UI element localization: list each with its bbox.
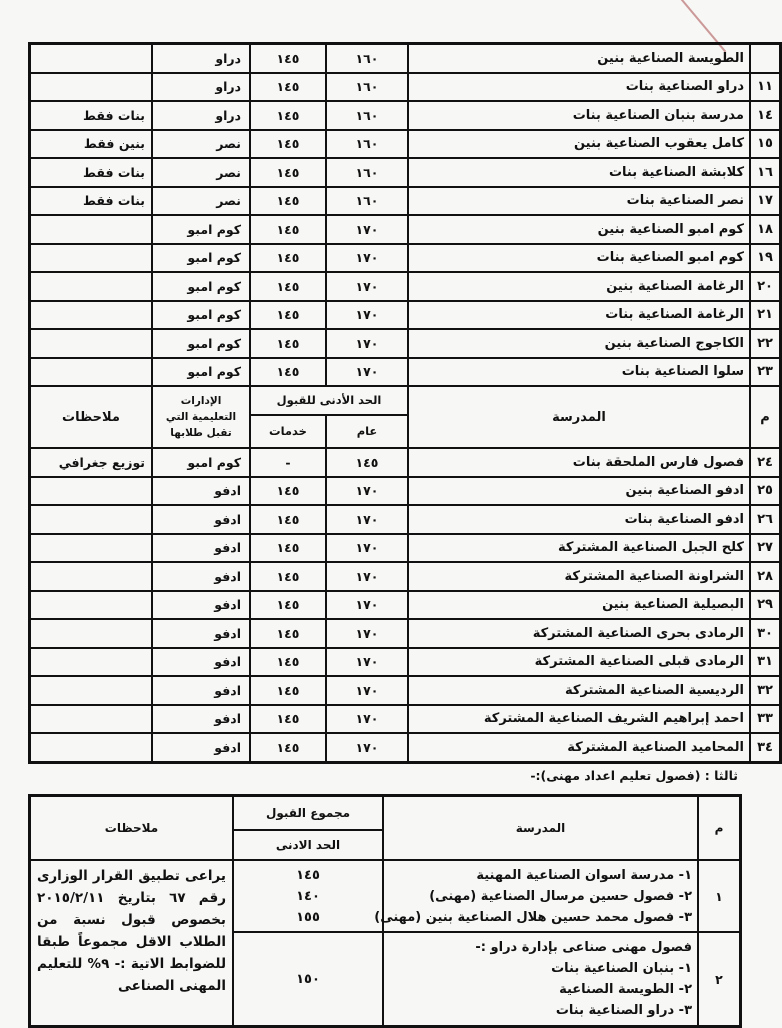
school-name: كوم امبو الصناعية بنين <box>408 215 750 244</box>
section-title: ثالثا : (فصول تعليم اعداد مهنى):- <box>530 768 738 783</box>
table-row <box>30 534 780 563</box>
row-num: ٢٧ <box>750 534 780 563</box>
admin-name: نصر <box>152 158 250 187</box>
admin-name: ادفو <box>152 562 250 591</box>
row-num: ١٥ <box>750 130 780 159</box>
list-item: ٣- فصول محمد حسين هلال الصناعية بنين (مهنى) <box>374 909 692 925</box>
row-notes <box>30 215 152 244</box>
row-notes <box>30 648 152 677</box>
school-name: ادفو الصناعية بنين <box>408 477 750 506</box>
school-name: الشراونة الصناعية المشتركة <box>408 562 750 591</box>
general-min: ١٧٠ <box>326 244 408 273</box>
school-name: كلح الجبل الصناعية المشتركة <box>408 534 750 563</box>
school-name: الرغامة الصناعية بنات <box>408 301 750 330</box>
table-row <box>30 272 780 301</box>
school-name: كامل يعقوب الصناعية بنين <box>408 130 750 159</box>
row-notes <box>30 562 152 591</box>
school-name: احمد إبراهيم الشريف الصناعية المشتركة <box>408 705 750 734</box>
general-min: ١٦٠ <box>326 130 408 159</box>
list-item: ١- مدرسة اسوان الصناعية المهنية <box>476 867 692 883</box>
services-min: - <box>250 448 326 477</box>
table-row <box>30 101 780 130</box>
row-num: ٢٥ <box>750 477 780 506</box>
table-row <box>30 448 780 477</box>
table-row <box>30 44 780 73</box>
table-row <box>30 187 780 216</box>
row-notes: بنين فقط <box>30 130 152 159</box>
row-notes: بنات فقط <box>30 101 152 130</box>
services-min: ١٤٥ <box>250 244 326 273</box>
services-min: ١٤٥ <box>250 562 326 591</box>
row-num: ١٤ <box>750 101 780 130</box>
table-row <box>30 73 780 102</box>
general-min: ١٧٠ <box>326 591 408 620</box>
admin-name: كوم امبو <box>152 448 250 477</box>
general-min: ١٧٠ <box>326 619 408 648</box>
services-min: ١٤٥ <box>250 272 326 301</box>
table-row <box>30 329 780 358</box>
admin-name: ادفو <box>152 534 250 563</box>
row-num <box>750 44 780 73</box>
row-notes <box>30 676 152 705</box>
table-row <box>30 477 780 506</box>
table-row <box>30 505 780 534</box>
row-notes <box>30 733 152 762</box>
row-notes <box>30 301 152 330</box>
services-min: ١٤٥ <box>250 358 326 387</box>
admin-name: كوم امبو <box>152 272 250 301</box>
min-value: ١٥٠ <box>296 971 320 987</box>
table-row <box>30 733 780 762</box>
table-row <box>30 705 780 734</box>
header-school: المدرسة <box>408 386 750 448</box>
school-name: الرغامة الصناعية بنين <box>408 272 750 301</box>
services-min: ١٤٥ <box>250 477 326 506</box>
admin-name: ادفو <box>152 619 250 648</box>
school-name: نصر الصناعية بنات <box>408 187 750 216</box>
school-name: الرديسية الصناعية المشتركة <box>408 676 750 705</box>
services-min: ١٤٥ <box>250 130 326 159</box>
general-min: ١٧٠ <box>326 648 408 677</box>
s3-row2-num: ٢ <box>698 932 740 1026</box>
row-num: ١٧ <box>750 187 780 216</box>
services-min: ١٤٥ <box>250 44 326 73</box>
admin-name: ادفو <box>152 705 250 734</box>
general-min: ١٧٠ <box>326 676 408 705</box>
row-notes: توزيع جغرافي <box>30 448 152 477</box>
row-notes: بنات فقط <box>30 158 152 187</box>
general-min: ١٦٠ <box>326 158 408 187</box>
school-name: البصيلية الصناعية بنين <box>408 591 750 620</box>
row-notes <box>30 73 152 102</box>
services-min: ١٤٥ <box>250 648 326 677</box>
school-name: المحاميد الصناعية المشتركة <box>408 733 750 762</box>
row-notes <box>30 591 152 620</box>
school-name: كلابشة الصناعية بنات <box>408 158 750 187</box>
list-item: فصول مهنى صناعى بإدارة دراو :- <box>475 940 692 955</box>
row-notes <box>30 619 152 648</box>
general-min: ١٦٠ <box>326 101 408 130</box>
school-name: الطويسة الصناعية بنين <box>408 44 750 73</box>
general-min: ١٧٠ <box>326 301 408 330</box>
row-num: ٢٨ <box>750 562 780 591</box>
general-min: ١٧٠ <box>326 329 408 358</box>
row-notes <box>30 505 152 534</box>
row-num: ٢٩ <box>750 591 780 620</box>
row-notes <box>30 705 152 734</box>
services-min: ١٤٥ <box>250 158 326 187</box>
table-row <box>30 648 780 677</box>
table-row <box>30 158 780 187</box>
general-min: ١٦٠ <box>326 44 408 73</box>
admin-name: ادفو <box>152 505 250 534</box>
s3-row1-num: ١ <box>698 860 740 932</box>
services-min: ١٤٥ <box>250 187 326 216</box>
row-notes: بنات فقط <box>30 187 152 216</box>
services-min: ١٤٥ <box>250 705 326 734</box>
school-name: سلوا الصناعية بنات <box>408 358 750 387</box>
school-name: دراو الصناعية بنات <box>408 73 750 102</box>
row-num: ٣١ <box>750 648 780 677</box>
table-header <box>30 386 780 448</box>
s3-header-school: المدرسة <box>383 796 698 860</box>
services-min: ١٤٥ <box>250 733 326 762</box>
school-name: الرمادى قبلى الصناعية المشتركة <box>408 648 750 677</box>
row-notes <box>30 272 152 301</box>
school-name: الرمادى بحرى الصناعية المشتركة <box>408 619 750 648</box>
row-num: ١٦ <box>750 158 780 187</box>
admin-name: كوم امبو <box>152 301 250 330</box>
general-min: ١٧٠ <box>326 705 408 734</box>
services-min: ١٤٥ <box>250 591 326 620</box>
school-name: ادفو الصناعية بنات <box>408 505 750 534</box>
table-row <box>30 215 780 244</box>
table-row <box>30 562 780 591</box>
s3-row2-mins <box>233 932 383 1026</box>
list-item: ٣- دراو الصناعية بنات <box>555 1003 692 1018</box>
services-min: ١٤٥ <box>250 676 326 705</box>
s3-row2-schools <box>383 932 698 1026</box>
general-min: ١٦٠ <box>326 187 408 216</box>
services-min: ١٤٥ <box>250 534 326 563</box>
s3-notes: يراعى تطبيق القرار الوزارى رقم ٦٧ بتاريخ ٢٠١٥/٢/١١ بخصوص قبول نسبة من الطلاب الاقل مجموعاً طبقا للضوابط الاتية :- ٩% للتعليم المهنى الصناعى <box>30 860 233 1026</box>
general-min: ١٧٠ <box>326 358 408 387</box>
table-row <box>30 130 780 159</box>
admin-name: ادفو <box>152 648 250 677</box>
s3-row1-mins <box>233 860 383 932</box>
s3-header-num: م <box>698 796 740 860</box>
row-num: ٣٢ <box>750 676 780 705</box>
general-min: ١٦٠ <box>326 73 408 102</box>
general-min: ١٧٠ <box>326 505 408 534</box>
services-min: ١٤٥ <box>250 329 326 358</box>
table-row <box>30 244 780 273</box>
row-num: ١٩ <box>750 244 780 273</box>
vocational-table <box>28 794 742 1028</box>
row-num: ٣٣ <box>750 705 780 734</box>
table-row <box>30 358 780 387</box>
row-num: ٢٤ <box>750 448 780 477</box>
min-value: ١٥٥ <box>296 909 320 925</box>
list-item: ١- بنبان الصناعية بنات <box>551 961 692 976</box>
min-value: ١٤٠ <box>296 888 320 904</box>
admin-name: ادفو <box>152 591 250 620</box>
row-num: ١١ <box>750 73 780 102</box>
bottom-rows <box>30 448 780 762</box>
school-name: مدرسة بنبان الصناعية بنات <box>408 101 750 130</box>
school-name: فصول فارس الملحقة بنات <box>408 448 750 477</box>
services-min: ١٤٥ <box>250 619 326 648</box>
s3-header-min: الحد الادنى <box>233 830 383 860</box>
admin-name: نصر <box>152 130 250 159</box>
table-row <box>30 676 780 705</box>
services-min: ١٤٥ <box>250 101 326 130</box>
admin-name: ادفو <box>152 733 250 762</box>
general-min: ١٤٥ <box>326 448 408 477</box>
header-num: م <box>750 386 780 448</box>
admin-name: ادفو <box>152 676 250 705</box>
table-row <box>30 301 780 330</box>
admin-name: كوم امبو <box>152 215 250 244</box>
admin-name: كوم امبو <box>152 244 250 273</box>
row-notes <box>30 44 152 73</box>
header-notes: ملاحظات <box>30 386 152 448</box>
s3-row1-schools <box>374 860 698 932</box>
school-name: الكاجوج الصناعية بنين <box>408 329 750 358</box>
admin-name: كوم امبو <box>152 358 250 387</box>
row-num: ٣٠ <box>750 619 780 648</box>
schools-table <box>28 42 782 764</box>
row-num: ٣٤ <box>750 733 780 762</box>
header-admin: الإدارات التعليمية التي تقبل طلابها <box>152 386 250 448</box>
admin-name: نصر <box>152 187 250 216</box>
row-notes <box>30 244 152 273</box>
services-min: ١٤٥ <box>250 73 326 102</box>
row-num: ٢٣ <box>750 358 780 387</box>
general-min: ١٧٠ <box>326 477 408 506</box>
admin-name: دراو <box>152 44 250 73</box>
services-min: ١٤٥ <box>250 505 326 534</box>
school-name: كوم امبو الصناعية بنات <box>408 244 750 273</box>
admin-name: ادفو <box>152 477 250 506</box>
row-num: ٢٦ <box>750 505 780 534</box>
row-notes <box>30 477 152 506</box>
list-item: ٢- الطويسة الصناعية <box>559 982 692 997</box>
row-notes <box>30 534 152 563</box>
header-general: عام <box>326 415 408 448</box>
general-min: ١٧٠ <box>326 272 408 301</box>
min-value: ١٤٥ <box>296 867 320 883</box>
row-num: ٢٢ <box>750 329 780 358</box>
admin-name: دراو <box>152 73 250 102</box>
s3-header-notes: ملاحظات <box>30 796 233 860</box>
table-row <box>30 591 780 620</box>
row-notes <box>30 329 152 358</box>
header-min-admission: الحد الأدنى للقبول <box>250 386 408 415</box>
row-notes <box>30 358 152 387</box>
admin-name: دراو <box>152 101 250 130</box>
row-num: ٢٠ <box>750 272 780 301</box>
general-min: ١٧٠ <box>326 534 408 563</box>
list-item: ٢- فصول حسين مرسال الصناعية (مهنى) <box>429 888 692 904</box>
general-min: ١٧٠ <box>326 562 408 591</box>
services-min: ١٤٥ <box>250 301 326 330</box>
general-min: ١٧٠ <box>326 733 408 762</box>
header-services: خدمات <box>250 415 326 448</box>
table-row <box>30 619 780 648</box>
services-min: ١٤٥ <box>250 215 326 244</box>
top-rows <box>30 44 780 386</box>
general-min: ١٧٠ <box>326 215 408 244</box>
row-num: ١٨ <box>750 215 780 244</box>
admin-name: كوم امبو <box>152 329 250 358</box>
row-num: ٢١ <box>750 301 780 330</box>
s3-header-total: مجموع القبول <box>233 796 383 830</box>
